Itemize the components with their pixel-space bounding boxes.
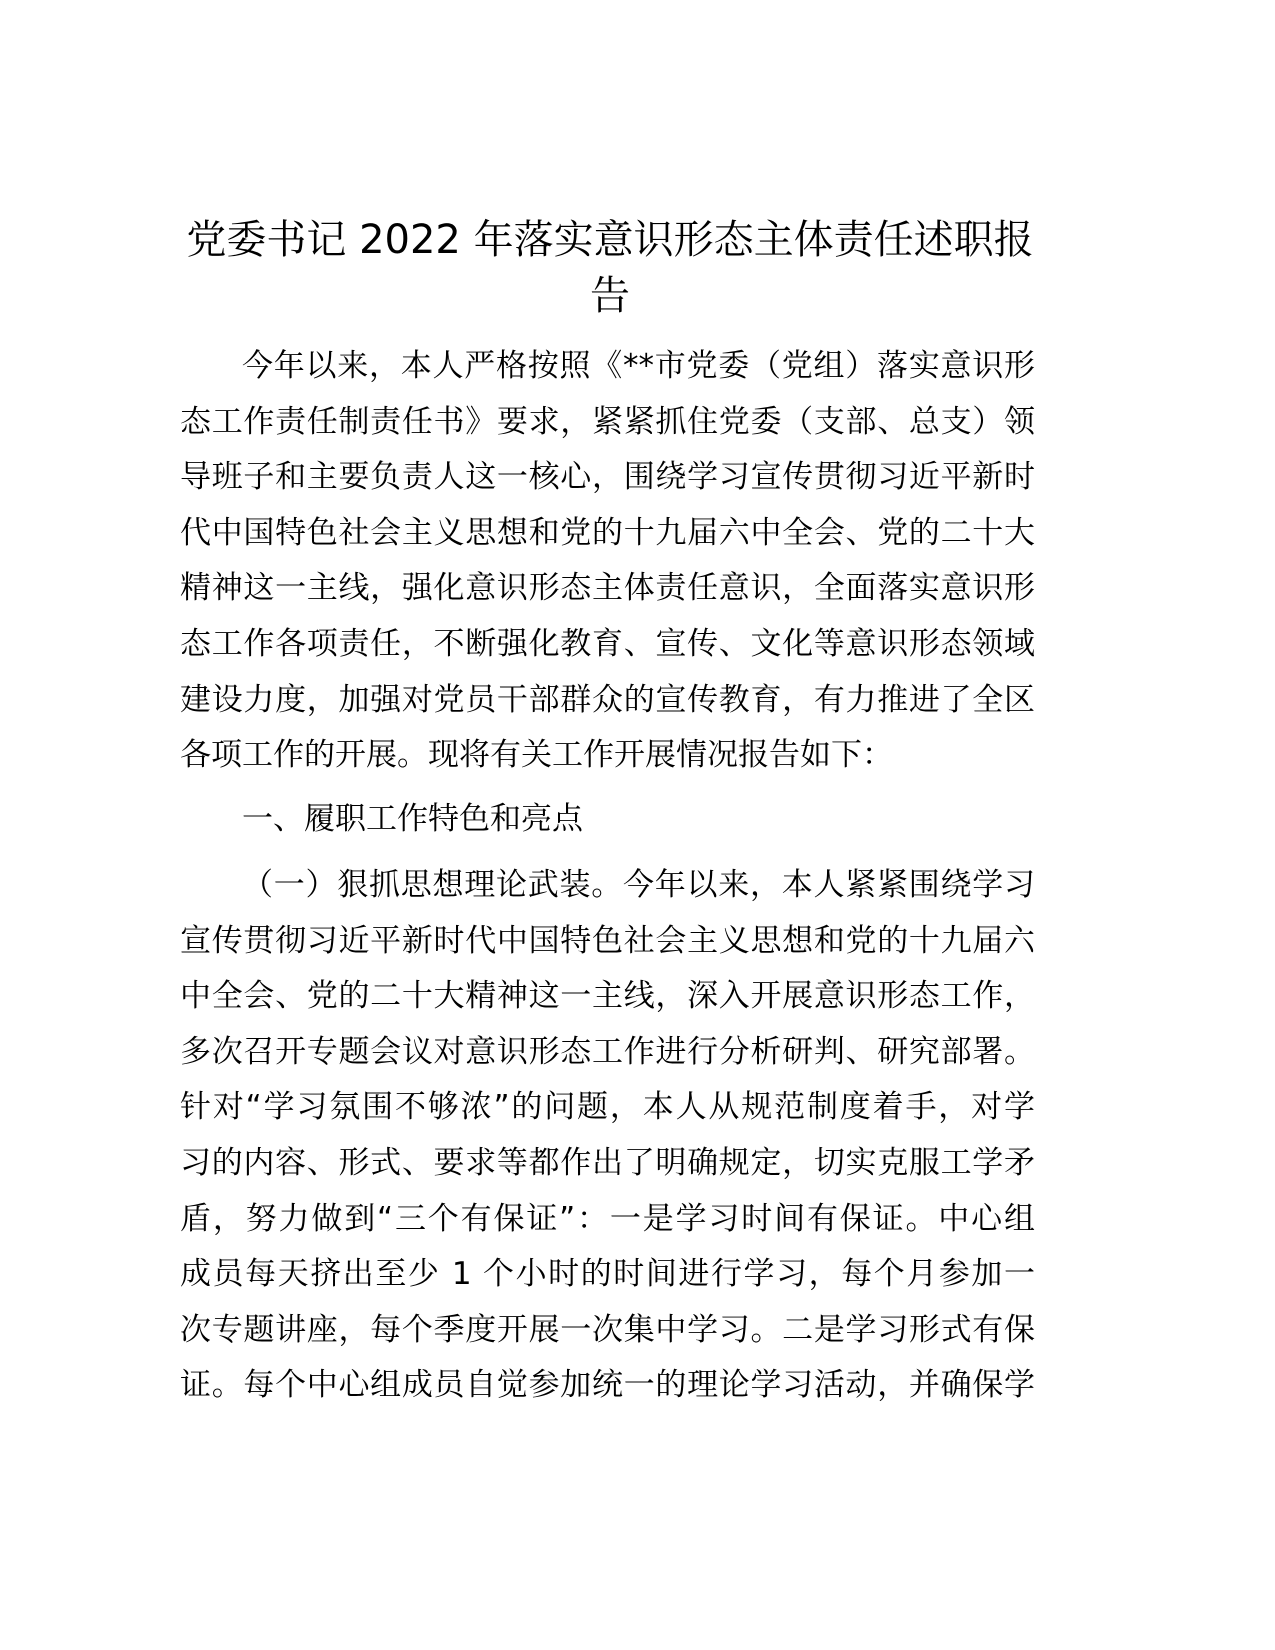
intro-paragraph <box>180 339 1035 784</box>
text-line: 习的内容、形式、要求等都作出了明确规定，切实克服工学矛 <box>180 1144 1035 1181</box>
text-line: 证。每个中心组成员自觉参加统一的理论学习活动，并确保学 <box>180 1367 1035 1404</box>
text-line: 次专题讲座，每个季度开展一次集中学习。二是学习形式有保 <box>180 1311 1035 1348</box>
text-line: 建设力度，加强对党员干部群众的宣传教育，有力推进了全区 <box>180 681 1035 718</box>
section-heading <box>180 792 1035 848</box>
section-heading-text: 一、履职工作特色和亮点 <box>242 801 583 837</box>
text-line: 态工作责任制责任书》要求，紧紧抓住党委（支部、总支）领 <box>180 403 1035 440</box>
text-line: 针对“学习氛围不够浓”的问题，本人从规范制度着手，对学 <box>180 1089 1035 1126</box>
text-line: 盾，努力做到“三个有保证”：一是学习时间有保证。中心组 <box>180 1200 1035 1237</box>
title-line-1: 党委书记 2022 年落实意识形态主体责任述职报 <box>186 217 1034 263</box>
body-paragraph <box>180 858 1035 1414</box>
text-line: 今年以来，本人严格按照《**市党委（党组）落实意识形 <box>242 348 1035 384</box>
text-line: 成员每天挤出至少 1 个小时的时间进行学习，每个月参加一 <box>180 1256 1035 1293</box>
text-line: 精神这一主线，强化意识形态主体责任意识，全面落实意识形 <box>180 570 1035 607</box>
document-title <box>170 212 1050 324</box>
text-line: 代中国特色社会主义思想和党的十九届六中全会、党的二十大 <box>180 514 1035 551</box>
title-line-2: 告 <box>590 273 630 319</box>
text-line: 态工作各项责任，不断强化教育、宣传、文化等意识形态领域 <box>180 625 1035 662</box>
text-line: （一）狠抓思想理论武装。今年以来，本人紧紧围绕学习 <box>242 867 1035 903</box>
text-line: 中全会、党的二十大精神这一主线，深入开展意识形态工作， <box>180 978 1035 1015</box>
text-line: 各项工作的开展。现将有关工作开展情况报告如下： <box>180 737 893 774</box>
text-line: 多次召开专题会议对意识形态工作进行分析研判、研究部署。 <box>180 1033 1035 1070</box>
text-line: 导班子和主要负责人这一核心，围绕学习宣传贯彻习近平新时 <box>180 459 1035 496</box>
text-line: 宣传贯彻习近平新时代中国特色社会主义思想和党的十九届六 <box>180 922 1035 959</box>
